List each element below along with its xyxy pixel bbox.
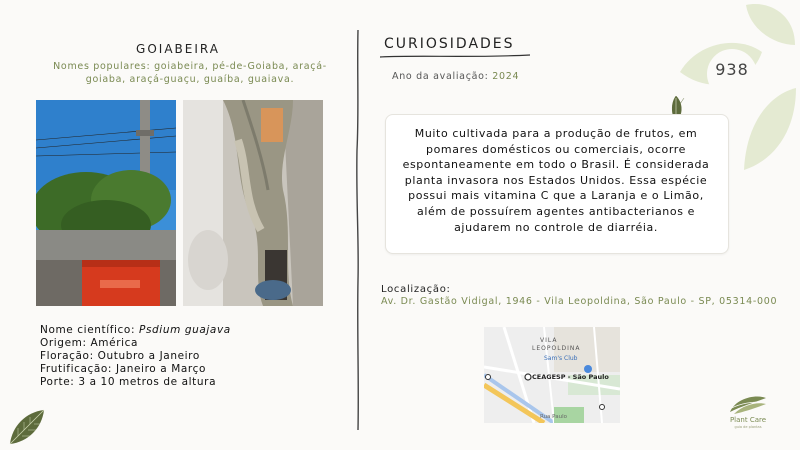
size: Porte: 3 a 10 metros de altura (40, 376, 217, 388)
evaluation-year: Ano da avaliação: 2024 (392, 71, 520, 82)
plant-info (40, 324, 231, 389)
heading-underline (380, 52, 530, 60)
location-label: Localização: (381, 284, 451, 295)
trunk-photo (183, 100, 323, 306)
plant-care-logo-icon (726, 392, 770, 416)
bottom-left-leaf-icon (6, 406, 48, 446)
leaf-top-icon (746, 4, 795, 45)
curiosities-text: Muito cultivada para a produção de frutos, em pomares domésticos ou comerciais, ocorre espontaneamente em todo o Brasil. É considerada planta invasora nos Estados Unidos. Essa espécie possui mais vitamina C que a Laranja e o Limão, além de possuírem agentes antibacterianos e ajudarem no controle de diarréia. (402, 127, 710, 234)
plant-title: GOIABEIRA (136, 42, 220, 56)
location-address: Av. Dr. Gastão Vidigal, 1946 - Vila Leopoldina, São Paulo - SP, 05314-000 (381, 296, 778, 307)
brand-name: Plant Care (729, 416, 767, 424)
brand-tagline: guia de plantas (734, 425, 762, 429)
map-street-label: Rua Paulo (540, 414, 567, 420)
map-district-1: VILA (540, 337, 558, 344)
scientific-name: Nome científico: Psdium guajava (40, 324, 231, 336)
tree-photo (36, 100, 176, 306)
flowering: Floração: Outubro a Janeiro (40, 350, 200, 362)
fruiting: Frutificação: Janeiro a Março (40, 363, 206, 375)
location-map[interactable] (484, 327, 620, 423)
origin: Origem: América (40, 337, 139, 349)
map-store-label: Sam's Club (544, 355, 578, 362)
curiosities-heading: CURIOSIDADES (384, 36, 515, 52)
map-district-2: LEOPOLDINA (532, 345, 581, 352)
leaf-right-icon (744, 88, 796, 170)
popular-names: Nomes populares: goiabeira, pé-de-Goiaba, araçá-goiaba, araçá-guaçu, guaíba, guaiava. (53, 61, 327, 85)
vertical-divider (352, 30, 364, 430)
map-place-label: CEAGESP - São Paulo (532, 373, 609, 381)
plant-number: 938 (715, 60, 749, 79)
